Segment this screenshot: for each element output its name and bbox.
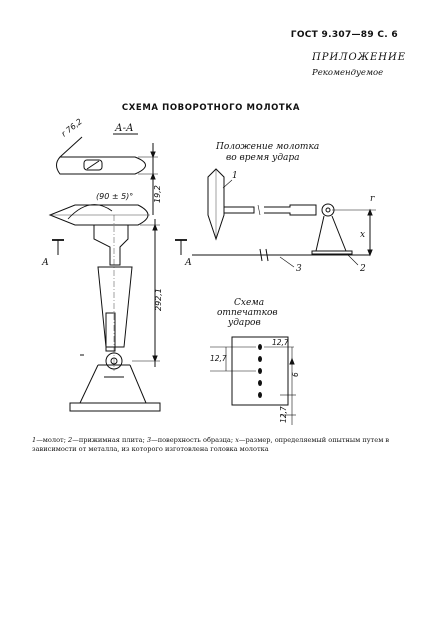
clamping-plate	[312, 251, 352, 254]
imprint-dim-d: 12,7	[279, 406, 288, 423]
callout-3: 3	[296, 264, 302, 274]
base-stand	[80, 365, 146, 403]
position-note-line1: Положение молотка	[216, 142, 320, 152]
caption-symbol-x: x	[235, 436, 239, 444]
base-plate	[70, 403, 160, 411]
imprint-title-line2: отпечатков	[217, 308, 278, 318]
caption-text-1: —молот;	[36, 436, 69, 444]
impact-imprints	[258, 344, 262, 398]
length-dimension: 292,1	[154, 288, 163, 311]
figure-title: СХЕМА ПОВОРОТНОГО МОЛОТКА	[121, 103, 301, 113]
caption-num-1: 1	[32, 436, 37, 444]
lever-slot	[106, 313, 115, 351]
dimension-r: r	[370, 194, 375, 204]
imprint-title-line3: ударов	[228, 318, 261, 328]
document-header: ГОСТ 9.307—89 С. 6	[290, 30, 398, 40]
appendix-status: Рекомендуемое	[312, 68, 384, 78]
appendix-label: ПРИЛОЖЕНИЕ	[312, 52, 406, 63]
caption-text-x: —размер, определяемый опытным путем в зависимости от металла, из которого изготовлена головка молотка	[32, 436, 390, 453]
imprint-dim-b: 12,7	[272, 338, 289, 347]
hammer-schematic	[20, 115, 400, 425]
imprint-title-line1: Схема	[234, 298, 265, 308]
imprint-dim-a: 12,7	[210, 354, 227, 363]
height-dimension: 19,2	[153, 185, 162, 203]
position-note-line2: во время удара	[226, 153, 300, 163]
radius-dimension: r 76,2	[59, 116, 84, 139]
cut-mark-right: А	[185, 258, 192, 268]
caption-num-2: 2	[68, 436, 73, 444]
cut-mark-left: А	[42, 258, 49, 268]
hammer-impact-arm	[224, 207, 254, 213]
section-label: А-А	[115, 123, 134, 134]
callout-1: 1	[232, 171, 238, 181]
callout-2: 2	[360, 264, 366, 274]
hammer-head-section	[57, 157, 146, 174]
angle-dimension: (90 ± 5)°	[96, 192, 134, 201]
caption-num-3: 3	[146, 436, 152, 444]
imprint-dim-c: 6	[291, 372, 300, 377]
figure-caption	[32, 436, 402, 454]
dimension-x: x	[360, 230, 366, 240]
caption-text-2: —прижимная плита;	[72, 436, 147, 444]
caption-text-3: —поверхность образца;	[151, 436, 236, 444]
